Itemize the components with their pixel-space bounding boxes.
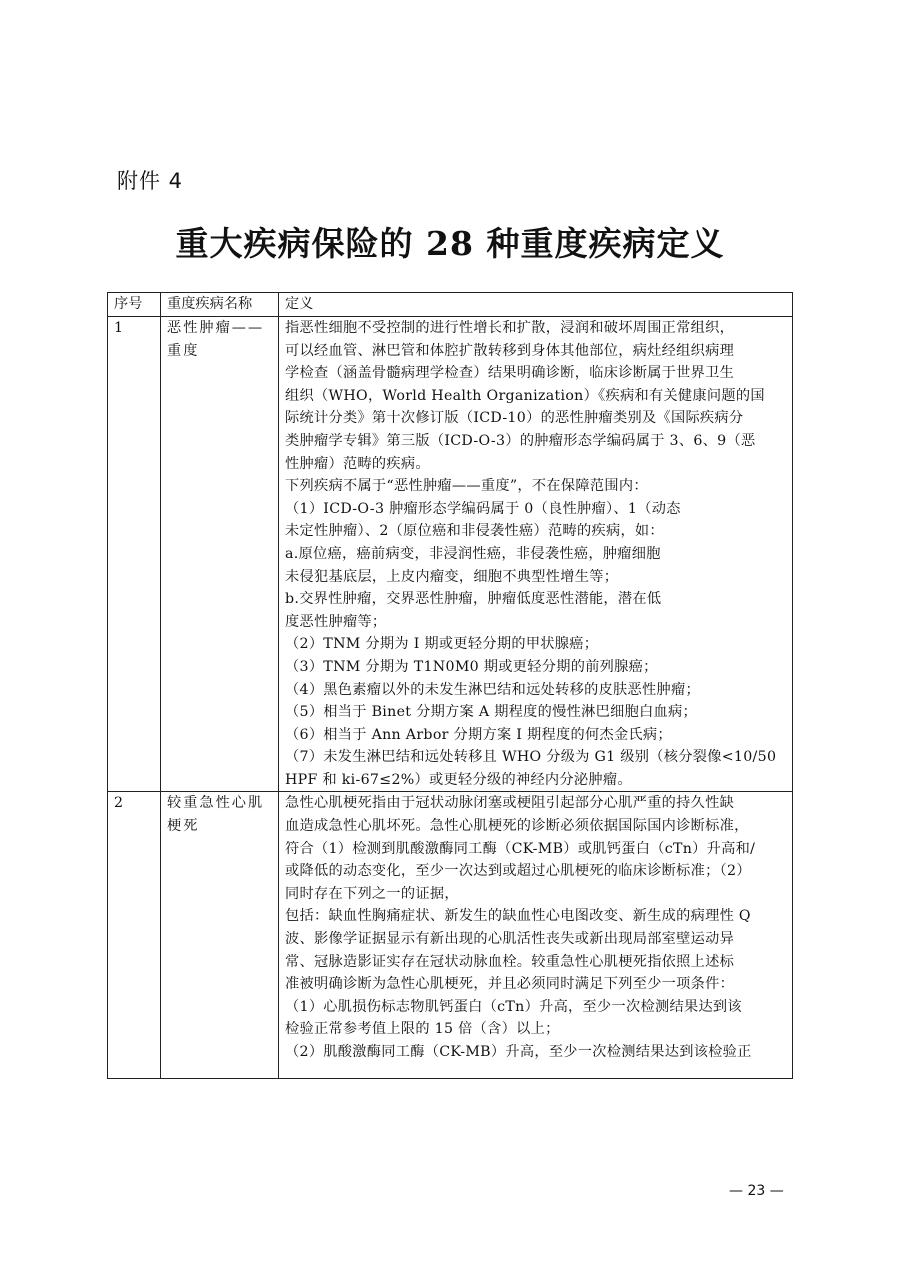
definition-line: 组织（WHO，World Health Organization）《疾病和有关健康问题的国 [285,387,765,404]
definition-line: 度恶性肿瘤等； [285,613,387,630]
definition-line: 未侵犯基底层，上皮内瘤变，细胞不典型性增生等； [285,568,619,585]
row-number: 1 [108,317,161,792]
definition-line: 波、影像学证据显示有新出现的心肌活性丧失或新出现局部室壁运动异 [285,931,735,948]
definition-line: 类肿瘤学专辑》第三版（ICD-O-3）的肿瘤形态学编码属于 3、6、9（恶 [285,432,756,449]
definition-line: （6）相当于 Ann Arbor 分期方案 I 期程度的何杰金氏病； [285,726,672,743]
definition-line: 未定性肿瘤）、2（原位癌和非侵袭性癌）范畴的疾病，如： [285,523,664,540]
disease-name-line: 梗死 [167,818,200,835]
definition-line: 性肿瘤）范畴的疾病。 [285,455,430,472]
table-row [108,792,793,1079]
row-number: 2 [108,792,161,1079]
definition-line: 同时存在下列之一的证据， [285,885,459,902]
definition-line: a.原位癌，癌前病变，非浸润性癌，非侵袭性癌，肿瘤细胞 [285,545,661,562]
definition-line: 准被明确诊断为急性心肌梗死，并且必须同时满足下列至少一项条件： [285,976,735,993]
definition-line: 血造成急性心肌坏死。急性心肌梗死的诊断必须依据国际国内诊断标准， [285,818,749,835]
definition-line: 可以经血管、淋巴管和体腔扩散转移到身体其他部位，病灶经组织病理 [285,342,735,359]
definition-line: 指恶性细胞不受控制的进行性增长和扩散，浸润和破坏周围正常组织， [285,320,735,336]
definition-line: 或降低的动态变化，至少一次达到或超过心肌梗死的临床诊断标准；（2） [285,863,751,880]
definition-line: （1）心肌损伤标志物肌钙蛋白（cTn）升高，至少一次检测结果达到该 [285,998,742,1015]
disease-name [161,792,279,1079]
disease-definition [279,317,793,792]
definition-line: 包括：缺血性胸痛症状、新发生的缺血性心电图改变、新生成的病理性 Q [285,908,751,925]
definition-line: （4）黑色素瘤以外的未发生淋巴结和远处转移的皮肤恶性肿瘤； [285,681,700,698]
table-header-row [108,293,793,317]
definition-line: 下列疾病不属于“恶性肿瘤——重度”，不在保障范围内： [285,478,648,495]
header-disease-name: 重度疾病名称 [161,293,279,317]
definition-line: b.交界性肿瘤，交界恶性肿瘤，肿瘤低度恶性潜能，潜在低 [285,591,662,608]
document-title: 重大疾病保险的 28 种重度疾病定义 [175,224,725,263]
disease-name-line: 恶性肿瘤—— [167,320,265,336]
header-definition: 定义 [279,293,793,317]
definition-line: （3）TNM 分期为 T1N0M0 期或更轻分期的前列腺癌； [285,658,658,675]
page-number: — 23 — [729,1183,784,1199]
definition-line: （2）TNM 分期为 I 期或更轻分期的甲状腺癌； [285,636,599,653]
header-number: 序号 [108,293,161,317]
definition-line: 急性心肌梗死指由于冠状动脉闭塞或梗阻引起部分心肌严重的持久性缺 [285,795,735,812]
disease-definition-table [107,292,793,1079]
definition-line: （7）未发生淋巴结和远处转移且 WHO 分级为 G1 级别（核分裂像<10/50 [285,749,777,766]
definition-line: HPF 和 ki-67≤2%）或更轻分级的神经内分泌肿瘤。 [285,771,632,788]
definition-line: 际统计分类》第十次修订版（ICD-10）的恶性肿瘤类别及《国际疾病分 [285,410,744,427]
definition-line: （2）肌酸激酶同工酶（CK-MB）升高，至少一次检测结果达到该检验正 [285,1044,752,1060]
disease-name [161,317,279,792]
definition-line: 检验正常参考值上限的 15 倍（含）以上； [285,1021,560,1038]
disease-definition [279,792,793,1079]
disease-name-line: 重度 [167,342,200,359]
table-row [108,317,793,792]
definition-line: 常、冠脉造影证实存在冠状动脉血栓。较重急性心肌梗死指依照上述标 [285,953,735,970]
definition-line: （1）ICD-O-3 肿瘤形态学编码属于 0（良性肿瘤）、1（动态 [285,500,681,517]
disease-name-line: 较重急性心肌 [167,795,265,812]
definition-line: 符合（1）检测到肌酸激酶同工酶（CK-MB）或肌钙蛋白（cTn）升高和/ [285,840,756,857]
annex-label: 附件 4 [117,169,184,193]
definition-line: 学检查（涵盖骨髓病理学检查）结果明确诊断，临床诊断属于世界卫生 [285,365,735,382]
definition-line: （5）相当于 Binet 分期方案 A 期程度的慢性淋巴细胞白血病； [285,704,698,721]
